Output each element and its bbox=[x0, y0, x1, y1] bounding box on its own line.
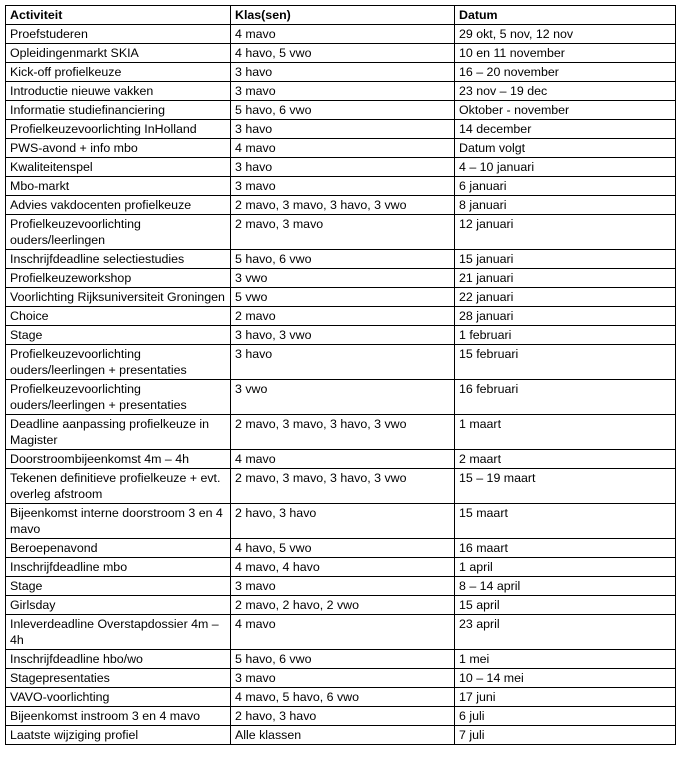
activity-cell: Informatie studiefinanciering bbox=[6, 101, 231, 120]
date-cell: 16 – 20 november bbox=[455, 63, 676, 82]
activity-cell: Profielkeuzevoorlichting ouders/leerlingen + presentaties bbox=[6, 345, 231, 380]
table-row bbox=[6, 345, 676, 380]
classes-cell: 4 mavo bbox=[231, 615, 455, 650]
date-cell: 8 – 14 april bbox=[455, 577, 676, 596]
date-cell: 7 juli bbox=[455, 726, 676, 745]
date-cell: 1 maart bbox=[455, 415, 676, 450]
classes-cell: 3 havo bbox=[231, 158, 455, 177]
date-cell: 10 en 11 november bbox=[455, 44, 676, 63]
activity-cell: Doorstroombijeenkomst 4m – 4h bbox=[6, 450, 231, 469]
classes-cell: 2 mavo, 3 mavo, 3 havo, 3 vwo bbox=[231, 196, 455, 215]
table-row bbox=[6, 726, 676, 745]
date-cell: Datum volgt bbox=[455, 139, 676, 158]
classes-cell: 4 havo, 5 vwo bbox=[231, 44, 455, 63]
header-row bbox=[6, 6, 676, 25]
activity-cell: Mbo-markt bbox=[6, 177, 231, 196]
table-row bbox=[6, 215, 676, 250]
table-row bbox=[6, 596, 676, 615]
activity-cell: Deadline aanpassing profielkeuze in Magister bbox=[6, 415, 231, 450]
activity-cell: Proefstuderen bbox=[6, 25, 231, 44]
activity-cell: Choice bbox=[6, 307, 231, 326]
table-row bbox=[6, 415, 676, 450]
date-cell: 15 maart bbox=[455, 504, 676, 539]
classes-cell: 4 mavo, 5 havo, 6 vwo bbox=[231, 688, 455, 707]
classes-cell: 2 havo, 3 havo bbox=[231, 707, 455, 726]
table-row bbox=[6, 558, 676, 577]
date-cell: 1 april bbox=[455, 558, 676, 577]
classes-cell: 5 havo, 6 vwo bbox=[231, 250, 455, 269]
activity-cell: Laatste wijziging profiel bbox=[6, 726, 231, 745]
table-row bbox=[6, 326, 676, 345]
classes-cell: 3 mavo bbox=[231, 82, 455, 101]
date-cell: 1 mei bbox=[455, 650, 676, 669]
date-cell: 23 nov – 19 dec bbox=[455, 82, 676, 101]
date-cell: 16 maart bbox=[455, 539, 676, 558]
activity-cell: Inleverdeadline Overstapdossier 4m – 4h bbox=[6, 615, 231, 650]
classes-cell: 3 mavo bbox=[231, 177, 455, 196]
date-cell: 15 – 19 maart bbox=[455, 469, 676, 504]
activity-cell: PWS-avond + info mbo bbox=[6, 139, 231, 158]
classes-cell: 3 vwo bbox=[231, 380, 455, 415]
table-row bbox=[6, 177, 676, 196]
classes-cell: 2 mavo, 2 havo, 2 vwo bbox=[231, 596, 455, 615]
table-row bbox=[6, 450, 676, 469]
table-row bbox=[6, 196, 676, 215]
table-row bbox=[6, 269, 676, 288]
date-cell: 17 juni bbox=[455, 688, 676, 707]
date-cell: 23 april bbox=[455, 615, 676, 650]
classes-cell: 4 mavo bbox=[231, 139, 455, 158]
table-row bbox=[6, 539, 676, 558]
activity-cell: Profielkeuzevoorlichting ouders/leerlingen bbox=[6, 215, 231, 250]
date-cell: 15 januari bbox=[455, 250, 676, 269]
header-klassen: Klas(sen) bbox=[231, 6, 455, 25]
classes-cell: 3 mavo bbox=[231, 669, 455, 688]
classes-cell: 5 havo, 6 vwo bbox=[231, 101, 455, 120]
date-cell: 4 – 10 januari bbox=[455, 158, 676, 177]
table-row bbox=[6, 307, 676, 326]
activity-cell: Profielkeuzevoorlichting ouders/leerlingen + presentaties bbox=[6, 380, 231, 415]
activity-cell: Stage bbox=[6, 326, 231, 345]
table-row bbox=[6, 577, 676, 596]
table-row bbox=[6, 650, 676, 669]
table-header bbox=[6, 6, 676, 25]
activity-cell: Beroepenavond bbox=[6, 539, 231, 558]
classes-cell: 4 mavo bbox=[231, 450, 455, 469]
classes-cell: 3 mavo bbox=[231, 577, 455, 596]
classes-cell: 2 mavo, 3 mavo, 3 havo, 3 vwo bbox=[231, 469, 455, 504]
activity-cell: Bijeenkomst instroom 3 en 4 mavo bbox=[6, 707, 231, 726]
table-row bbox=[6, 101, 676, 120]
activity-cell: Inschrijfdeadline selectiestudies bbox=[6, 250, 231, 269]
date-cell: 6 juli bbox=[455, 707, 676, 726]
table-row bbox=[6, 469, 676, 504]
date-cell: 6 januari bbox=[455, 177, 676, 196]
classes-cell: 5 vwo bbox=[231, 288, 455, 307]
activity-cell: Inschrijfdeadline mbo bbox=[6, 558, 231, 577]
classes-cell: 3 havo bbox=[231, 63, 455, 82]
date-cell: 2 maart bbox=[455, 450, 676, 469]
activity-cell: Stagepresentaties bbox=[6, 669, 231, 688]
table-row bbox=[6, 288, 676, 307]
activity-cell: Tekenen definitieve profielkeuze + evt. overleg afstroom bbox=[6, 469, 231, 504]
table-row bbox=[6, 82, 676, 101]
activity-cell: Voorlichting Rijksuniversiteit Groningen bbox=[6, 288, 231, 307]
classes-cell: 3 vwo bbox=[231, 269, 455, 288]
date-cell: 21 januari bbox=[455, 269, 676, 288]
classes-cell: 3 havo bbox=[231, 345, 455, 380]
activity-cell: VAVO-voorlichting bbox=[6, 688, 231, 707]
classes-cell: 3 havo, 3 vwo bbox=[231, 326, 455, 345]
date-cell: 22 januari bbox=[455, 288, 676, 307]
table-row bbox=[6, 707, 676, 726]
classes-cell: 4 mavo bbox=[231, 25, 455, 44]
activity-cell: Stage bbox=[6, 577, 231, 596]
table-row bbox=[6, 504, 676, 539]
activity-cell: Bijeenkomst interne doorstroom 3 en 4 mavo bbox=[6, 504, 231, 539]
activity-cell: Introductie nieuwe vakken bbox=[6, 82, 231, 101]
classes-cell: 5 havo, 6 vwo bbox=[231, 650, 455, 669]
table-row bbox=[6, 158, 676, 177]
schedule-table bbox=[5, 5, 676, 745]
table-row bbox=[6, 139, 676, 158]
activity-cell: Kwaliteitenspel bbox=[6, 158, 231, 177]
classes-cell: 3 havo bbox=[231, 120, 455, 139]
classes-cell: 4 mavo, 4 havo bbox=[231, 558, 455, 577]
table-row bbox=[6, 669, 676, 688]
activity-cell: Advies vakdocenten profielkeuze bbox=[6, 196, 231, 215]
classes-cell: 2 mavo, 3 mavo, 3 havo, 3 vwo bbox=[231, 415, 455, 450]
header-activiteit: Activiteit bbox=[6, 6, 231, 25]
date-cell: 8 januari bbox=[455, 196, 676, 215]
date-cell: 16 februari bbox=[455, 380, 676, 415]
date-cell: 12 januari bbox=[455, 215, 676, 250]
activity-cell: Profielkeuzevoorlichting InHolland bbox=[6, 120, 231, 139]
date-cell: 29 okt, 5 nov, 12 nov bbox=[455, 25, 676, 44]
classes-cell: 2 mavo bbox=[231, 307, 455, 326]
table-row bbox=[6, 380, 676, 415]
classes-cell: Alle klassen bbox=[231, 726, 455, 745]
date-cell: 14 december bbox=[455, 120, 676, 139]
activity-cell: Opleidingenmarkt SKIA bbox=[6, 44, 231, 63]
table-row bbox=[6, 615, 676, 650]
classes-cell: 2 mavo, 3 mavo bbox=[231, 215, 455, 250]
table-row bbox=[6, 120, 676, 139]
classes-cell: 4 havo, 5 vwo bbox=[231, 539, 455, 558]
activity-cell: Profielkeuzeworkshop bbox=[6, 269, 231, 288]
table-row bbox=[6, 25, 676, 44]
header-datum: Datum bbox=[455, 6, 676, 25]
date-cell: 28 januari bbox=[455, 307, 676, 326]
date-cell: Oktober - november bbox=[455, 101, 676, 120]
table-row bbox=[6, 250, 676, 269]
activity-cell: Girlsday bbox=[6, 596, 231, 615]
activity-cell: Kick-off profielkeuze bbox=[6, 63, 231, 82]
table-row bbox=[6, 688, 676, 707]
table-body bbox=[6, 25, 676, 745]
date-cell: 1 februari bbox=[455, 326, 676, 345]
date-cell: 10 – 14 mei bbox=[455, 669, 676, 688]
date-cell: 15 april bbox=[455, 596, 676, 615]
activity-cell: Inschrijfdeadline hbo/wo bbox=[6, 650, 231, 669]
table-row bbox=[6, 63, 676, 82]
date-cell: 15 februari bbox=[455, 345, 676, 380]
classes-cell: 2 havo, 3 havo bbox=[231, 504, 455, 539]
table-row bbox=[6, 44, 676, 63]
